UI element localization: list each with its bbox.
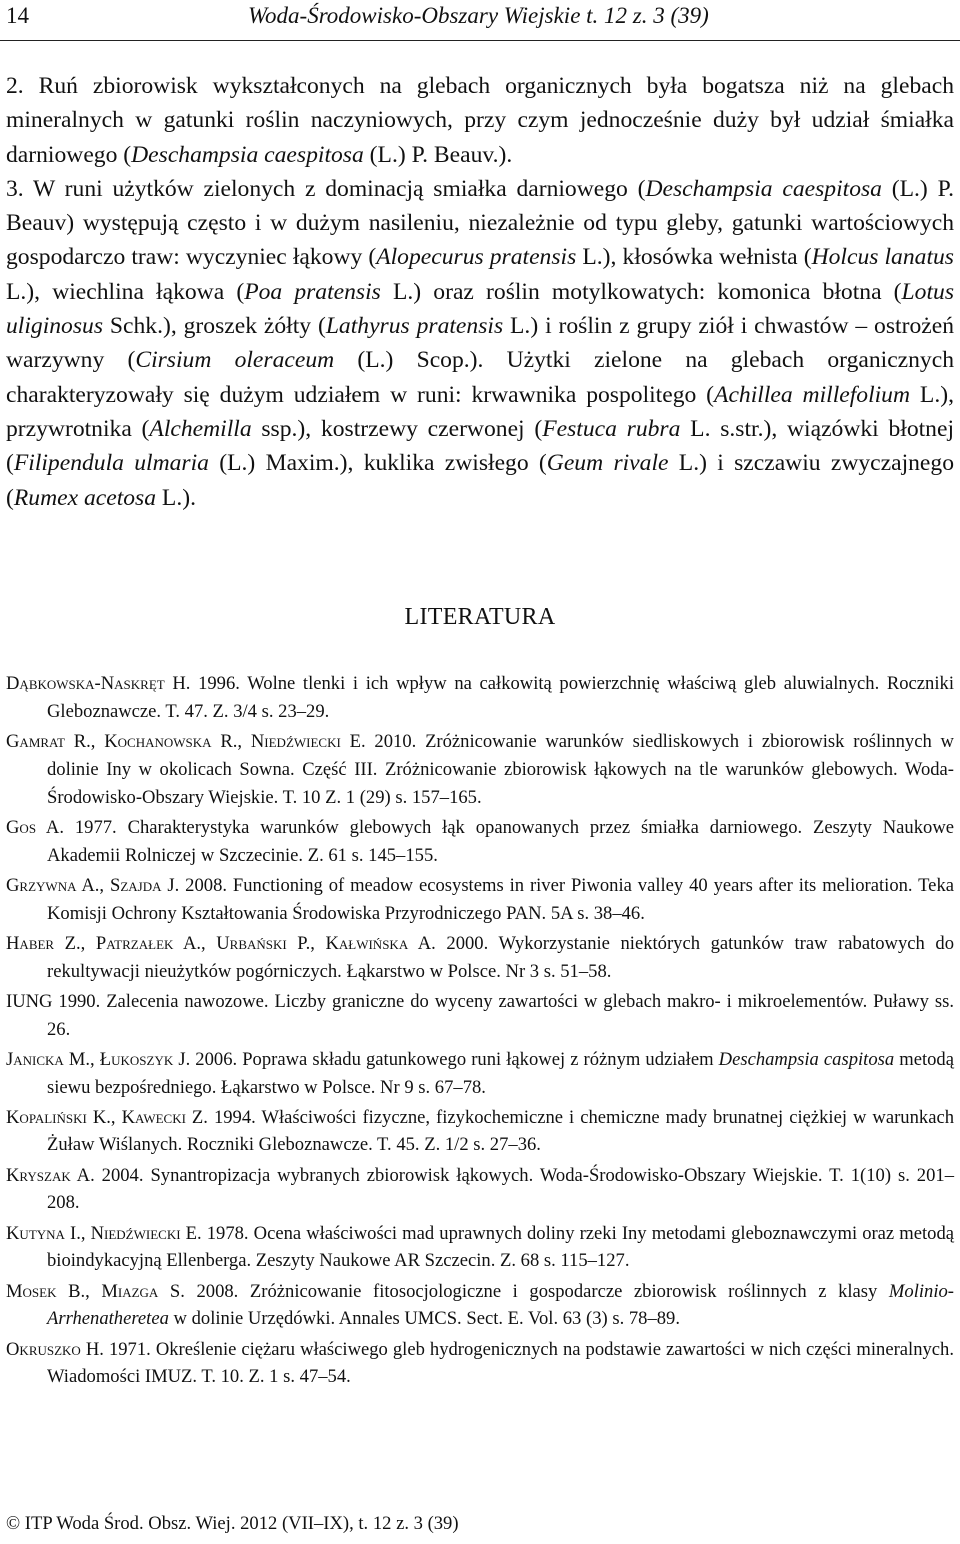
reference-entry <box>6 670 954 726</box>
reference-entry <box>6 988 954 1044</box>
text-run: 1977. Charakterystyka warunków glebowych łąk opanowanych przez śmiałka darniowego. Zeszyty Naukowe Akademii Rolniczej w Szczecinie. Z. 61 s. 145–155. <box>47 816 955 866</box>
reference-authors: Mosek B., Miazga S. <box>6 1280 185 1302</box>
text-run: L.). <box>156 484 196 511</box>
text-run: 1978. Ocena właściwości mad uprawnych doliny rzeki Iny metodami gleboznawczymi oraz metodą bioindykacyjną Ellenberga. Zeszyty Naukowe AR Szczecin. Z. 68 s. 115–127. <box>47 1222 954 1272</box>
text-run: (L.) P. Beauv) występują często i w dużym nasileniu, niezależnie od typu gleby, gatunki wartościowych gospodarczo traw: wyczyniec łąkowy ( <box>6 175 954 271</box>
reference-authors: Kutyna I., Niedźwiecki E. <box>6 1222 202 1244</box>
text-run: L. s.str.), wiązówki błotnej ( <box>6 415 955 477</box>
latin-name: Alchemilla <box>149 415 252 442</box>
latin-name: Deschampsia caespitosa <box>645 175 882 202</box>
text-run: (L.) Scop.). Użytki zielone na glebach organicznych charakteryzowały się dużym udziałem w runi: krwawnika pospolitego ( <box>6 347 954 408</box>
text-run: 2010. Zróżnicowanie warunków siedliskowych i zbiorowisk roślinnych w dolinie Iny w okolicach Sowna. Część III. Zróżnicowanie zbiorowisk łąkowych na tle warunków glebowych. Woda-Środowisko-Obszary Wiejskie. T. 10 Z. 1 (29) s. 157–165. <box>47 730 954 808</box>
latin-name: Cirsium oleraceum <box>135 347 335 374</box>
latin-name: Geum rivale <box>546 450 669 477</box>
reference-entry <box>6 930 954 986</box>
reference-authors: Kopaliński K., Kawecki Z. <box>6 1106 208 1128</box>
copyright-footer: © ITP Woda Środ. Obsz. Wiej. 2012 (VII–IX), t. 12 z. 3 (39) <box>6 1513 459 1534</box>
paragraph <box>6 69 954 172</box>
reference-entry <box>6 1046 954 1102</box>
text-run: L.) oraz roślin motylkowatych: komonica błotna ( <box>380 278 902 305</box>
text-run: Schk.), groszek żółty ( <box>103 313 326 340</box>
text-run: 2006. Poprawa składu gatunkowego runi łąkowej z różnym udziałem <box>190 1048 719 1070</box>
latin-name: Lathyrus pratensis <box>325 313 504 340</box>
conclusions-text <box>6 69 954 515</box>
reference-entry <box>6 872 954 928</box>
reference-authors: Grzywna A., Szajda J. <box>6 874 180 896</box>
reference-authors: Gamrat R., Kochanowska R., Niedźwiecki E. <box>6 730 366 752</box>
text-run: L.) i roślin z grupy ziół i chwastów – ostrożeń warzywny ( <box>6 313 954 374</box>
reference-authors: Haber Z., Patrzałek A., Urbański P., Kałwińska A. <box>6 932 436 954</box>
latin-name: Molinio-Arrhenatheretea <box>47 1280 954 1330</box>
latin-name: Achillea millefolium <box>714 381 911 408</box>
text-run: 1990. Zalecenia nawozowe. Liczby graniczne do wyceny zawartości w glebach makro- i mikroelementów. Puławy ss. 26. <box>47 990 954 1040</box>
reference-entry <box>6 1278 954 1334</box>
reference-authors: IUNG <box>6 990 53 1012</box>
reference-authors: Gos A. <box>6 816 64 838</box>
text-run: 2004. Synantropizacja wybranych zbiorowisk łąkowych. Woda-Środowisko-Obszary Wiejskie. T. 1(10) s. 201–208. <box>47 1164 954 1214</box>
reference-authors: Dąbkowska-Naskręt H. <box>6 673 191 694</box>
reference-entry <box>6 728 954 811</box>
text-run: (L.) P. Beauv.). <box>363 141 513 168</box>
text-run: 2008. Functioning of meadow ecosystems in river Piwonia valley 40 years after its melioration. Teka Komisji Ochrony Kształtowania Środowiska Przyrodniczego PAN. 5A s. 38–46. <box>47 874 954 924</box>
text-run: L.) i szczawiu zwyczajnego ( <box>6 450 954 511</box>
latin-name: Alopecurus pratensis <box>376 244 577 271</box>
running-header <box>0 0 960 41</box>
text-run: 2. Ruń zbiorowisk wykształconych na glebach organicznych była bogatsza niż na glebach mineralnych w gatunki roślin naczyniowych, przy czym jednocześnie duży był udział śmiałka darniowego ( <box>6 73 954 168</box>
text-run: 3. W runi użytków zielonych z dominacją smiałka darniowego ( <box>6 175 646 202</box>
latin-name: Deschampsia caspitosa <box>718 1048 895 1070</box>
latin-name: Deschampsia caespitosa <box>131 141 364 168</box>
page-number: 14 <box>6 3 29 28</box>
latin-name: Festuca rubra <box>542 415 681 442</box>
text-run: 1971. Określenie ciężaru właściwego gleb hydrogenicznych na podstawie zawartości w nich części mineralnych. Wiadomości IMUZ. T. 10. Z. 1 s. 47–54. <box>47 1338 954 1388</box>
reference-authors: Janicka M., Łukoszyk J. <box>6 1048 191 1070</box>
journal-title: Woda-Środowisko-Obszary Wiejskie t. 12 z. 3 (39) <box>248 3 709 28</box>
text-run: w dolinie Urzędówki. Annales UMCS. Sect. E. Vol. 63 (3) s. 78–89. <box>168 1308 681 1330</box>
text-run: metodą siewu bezpośredniego. Łąkarstwo w Polsce. Nr 9 s. 67–78. <box>47 1048 954 1098</box>
text-run: L.), wiechlina łąkowa ( <box>6 278 245 305</box>
reference-authors: Kryszak A. <box>6 1164 95 1186</box>
latin-name: Poa pratensis <box>244 278 381 305</box>
reference-list <box>6 670 954 1394</box>
reference-authors: Okruszko H. <box>6 1338 104 1360</box>
latin-name: Holcus lanatus <box>811 244 954 271</box>
reference-entry <box>6 1220 954 1276</box>
text-run: L.), kłosówka wełnista ( <box>576 244 812 271</box>
reference-entry <box>6 1104 954 1160</box>
text-run: (L.) Maxim.), kuklika zwisłego ( <box>208 450 547 477</box>
text-run: 2008. Zróżnicowanie fitosocjologiczne i gospodarcze zbiorowisk roślinnych z klasy <box>184 1280 889 1302</box>
latin-name: Rumex acetosa <box>13 484 157 511</box>
reference-entry <box>6 1162 954 1218</box>
paragraph <box>6 172 954 515</box>
text-run: L.), przywrotnika ( <box>6 381 954 442</box>
literature-heading: LITERATURA <box>404 604 556 630</box>
reference-entry <box>6 814 954 870</box>
latin-name: Lotus uliginosus <box>6 278 954 340</box>
text-run: 1996. Wolne tlenki i ich wpływ na całkowitą powierzchnię właściwą gleb aluwialnych. Roczniki Gleboznawcze. T. 47. Z. 3/4 s. 23–29. <box>47 673 954 722</box>
text-run: 1994. Właściwości fizyczne, fizykochemiczne i chemiczne mady brunatnej ciężkiej w warunkach Żuław Wiślanych. Roczniki Gleboznawcze. T. 45. Z. 1/2 s. 27–36. <box>47 1106 954 1156</box>
latin-name: Filipendula ulmaria <box>13 450 209 477</box>
text-run: 2000. Wykorzystanie niektórych gatunków traw rabatowych do rekultywacji nieużytków pogórniczych. Łąkarstwo w Polsce. Nr 3 s. 51–58. <box>47 932 954 982</box>
reference-entry <box>6 1336 954 1392</box>
text-run: ssp.), kostrzewy czerwonej ( <box>251 415 543 442</box>
